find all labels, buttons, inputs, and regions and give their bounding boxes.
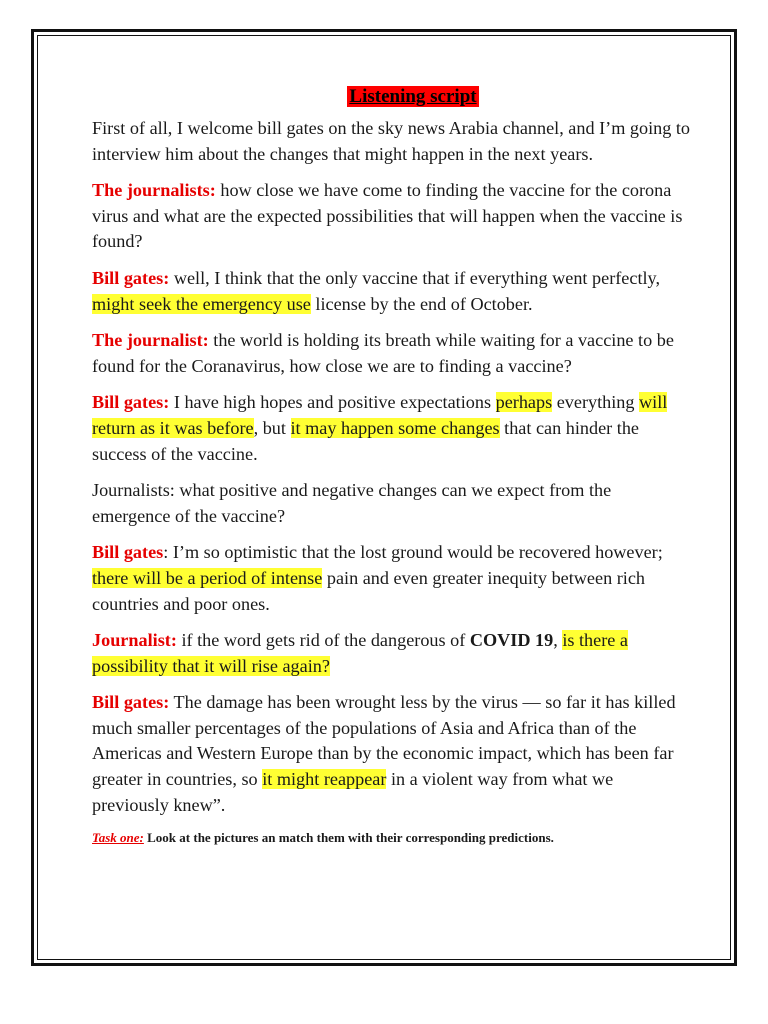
task-text: Look at the pictures an match them with their corresponding predictions.	[143, 830, 554, 846]
highlighted-text: might seek the emergency use	[92, 293, 311, 314]
journalist-question-3	[92, 478, 692, 529]
bill-gates-answer-3	[92, 540, 692, 617]
journalist-question-2	[92, 328, 692, 379]
title-block	[92, 84, 692, 109]
task-label: Task one:	[92, 830, 144, 846]
bill-gates-answer-1	[92, 266, 692, 317]
speaker-label: Bill gates:	[92, 267, 170, 288]
answer-text: The damage has been wrought less by the virus — so far it has killed much smaller percentages of the populations of Asia and Africa than of the Americas and Western Europe than by the economic impact, which has been far greater in countries, so	[92, 692, 676, 790]
question-text: if the word gets rid of the dangerous of	[176, 630, 470, 651]
intro-text: First of all, I welcome bill gates on the sky news Arabia channel, and I’m going to interview him about the changes that might happen in the next years.	[92, 118, 691, 164]
highlighted-text: there will be a period of intense	[92, 567, 323, 588]
answer-text: license by the end of October.	[310, 293, 533, 314]
question-text: how close we have come to finding the vaccine for the corona virus and what are the expected possibilities that will happen when the vaccine is found?	[92, 180, 683, 252]
question-text: Journalists: what positive and negative changes can we expect from the emergence of the vaccine?	[92, 480, 612, 526]
highlighted-text: perhaps	[495, 392, 553, 413]
page-title: Listening script	[349, 86, 477, 107]
task-instruction	[92, 829, 692, 847]
answer-text: everything	[552, 392, 640, 413]
question-text: ,	[553, 630, 563, 651]
answer-text: : I’m so optimistic that the lost ground would be recovered however;	[163, 542, 663, 563]
document-body	[92, 84, 692, 858]
highlighted-text: it may happen some changes	[290, 417, 500, 438]
bill-gates-answer-4	[92, 690, 692, 818]
journalist-question-4	[92, 628, 692, 679]
answer-text: , but	[253, 417, 291, 438]
highlighted-text: it might reappear	[262, 769, 387, 790]
answer-text: pain and even greater inequity between rich countries and poor ones.	[92, 567, 645, 614]
journalist-question-1	[92, 178, 692, 255]
speaker-label: Bill gates:	[92, 692, 170, 713]
answer-text: in a violent way from what we previously knew”.	[92, 769, 614, 815]
intro-paragraph	[92, 116, 692, 167]
highlighted-text: will return as it was before	[92, 392, 668, 438]
highlighted-text: is there a possibility that it will rise again?	[92, 630, 628, 676]
question-text: the world is holding its breath while waiting for a vaccine to be found for the Coranavirus, how close we are to finding a vaccine?	[92, 330, 674, 376]
bold-term: COVID 19	[469, 630, 554, 651]
answer-text: I have high hopes and positive expectations	[169, 392, 496, 413]
speaker-label: The journalists:	[92, 180, 216, 201]
answer-text: well, I think that the only vaccine that if everything went perfectly,	[169, 267, 661, 288]
answer-text: that can hinder the success of the vaccine.	[92, 417, 639, 464]
bill-gates-answer-2	[92, 390, 692, 467]
speaker-label: Bill gates	[92, 542, 164, 563]
speaker-label: Journalist:	[92, 630, 177, 651]
speaker-label: Bill gates:	[92, 392, 170, 413]
speaker-label: The journalist:	[92, 330, 209, 351]
